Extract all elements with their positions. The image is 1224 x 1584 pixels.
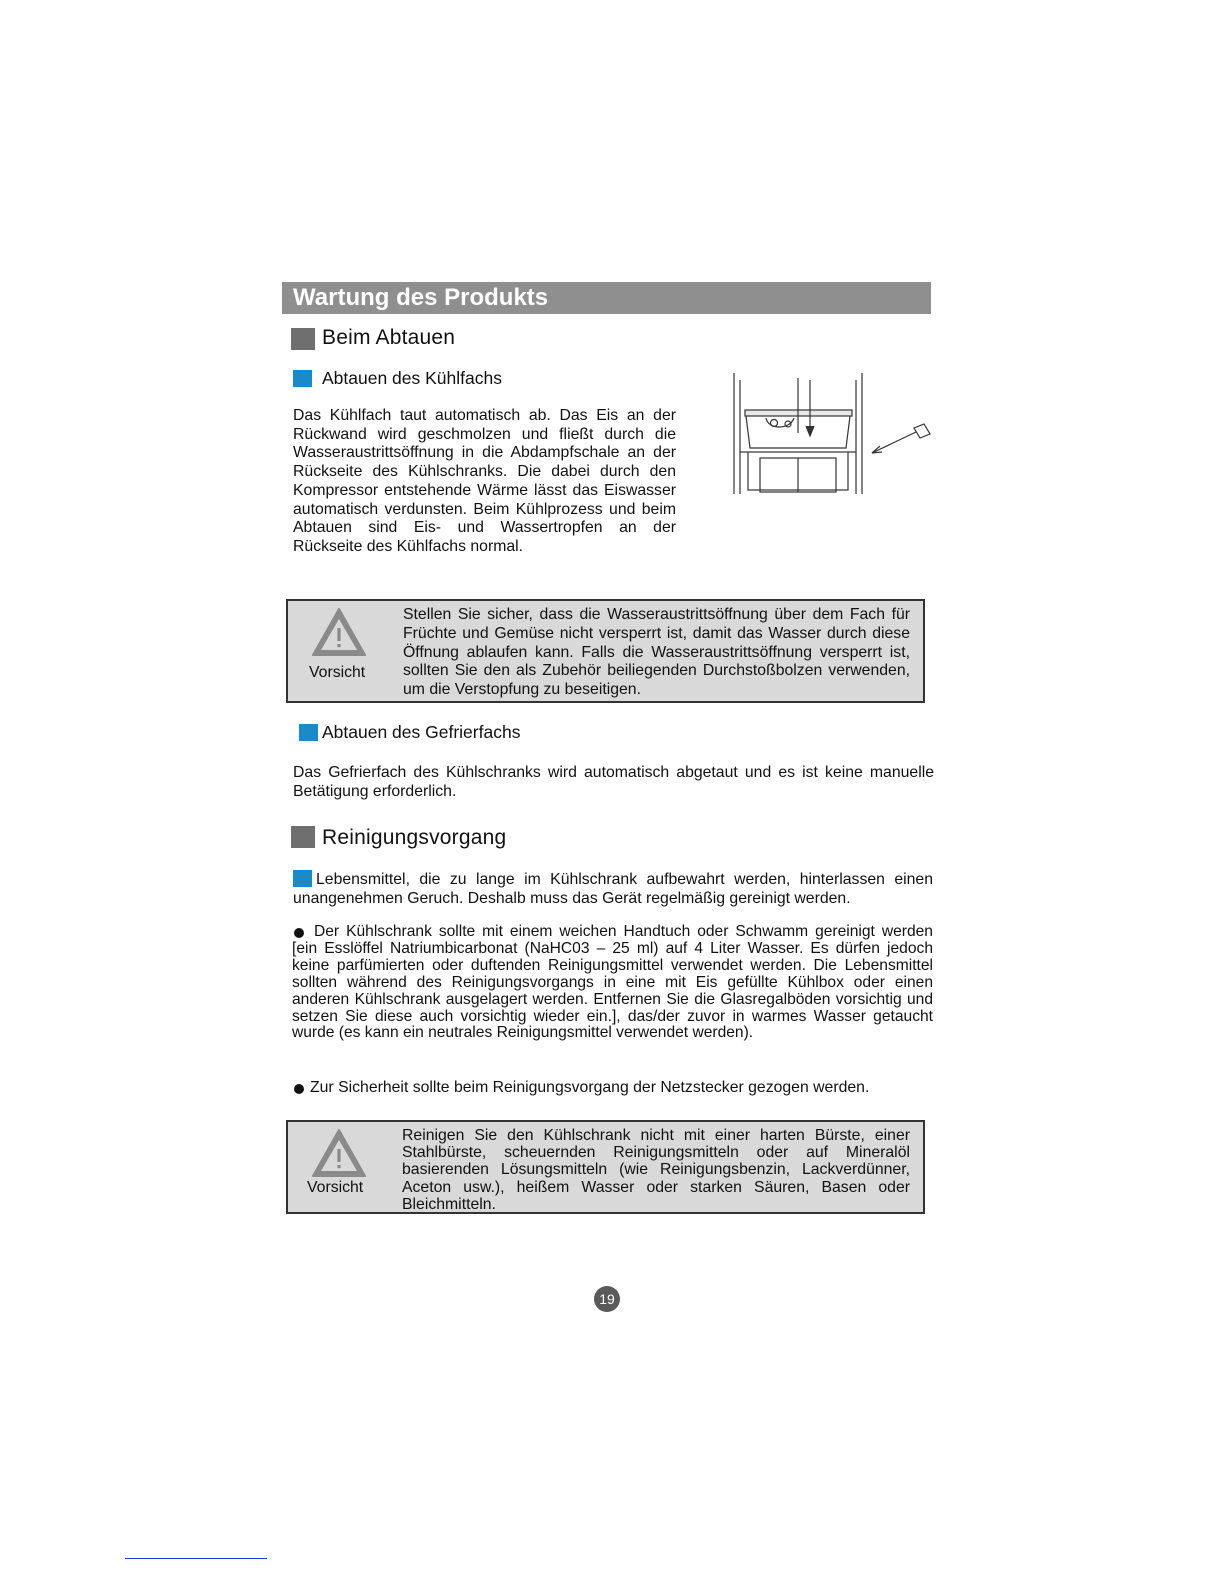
warning-triangle-icon <box>310 606 368 658</box>
page-number: 19 <box>594 1286 620 1312</box>
subsection-title-freezer: Abtauen des Gefrierfachs <box>322 722 521 742</box>
caution-text-drain: Stellen Sie sicher, dass die Wasseraustrittsöffnung über dem Fach für Früchte und Gemüse nicht versperrt ist, damit das Wasser durch diese Öffnung ablaufen kann. Falls die Wasseraustrittsöffnung versperrt ist, sollten Sie den als Zubehör beiliegenden Durchstoßbolzen verwenden, um die Verstopfung zu beseitigen. <box>403 606 910 699</box>
warning-triangle-icon <box>310 1127 368 1179</box>
caution-text-cleaning: Reinigen Sie den Kühlschrank nicht mit einer harten Bürste, einer Stahlbürste, scheuernden Reinigungsmitteln oder auf Mineralöl basierenden Lösungsmitteln (wie Reinigungsbenzin, Lackverdünner, Aceton usw.), heißem Wasser oder starken Säuren, Basen oder Bleichmitteln. <box>402 1127 910 1213</box>
subsection-square-icon <box>293 370 312 387</box>
caution-box-cleaning <box>286 1120 925 1214</box>
caution-label: Vorsicht <box>307 1179 364 1196</box>
cleaning-bullet-1: Der Kühlschrank sollte mit einem weichen Handtuch oder Schwamm gereinigt werden [ein Esslöffel Natriumbicarbonat (NaHC03 – 25 ml) auf 4 Liter Wasser. Es dürfen jedoch keine parfümierten oder duftenden Reinigungsmittel verwendet werden. Die Lebensmittel sollten während des Reinigungsvorgangs in eine mit Eis gefüllte Kühlbox oder einen anderen Kühlschrank ausgelagert werden. Entfernen Sie die Glasregalböden vorsichtig und setzen Sie diese auch vorsichtig wieder ein.], das/der zuvor in warmes Wasser getaucht wurde (es kann ein neutrales Reinigungsmittel verwendet werden). <box>292 923 933 1042</box>
section-title-defrost: Beim Abtauen <box>322 326 456 349</box>
page-title: Wartung des Produkts <box>282 282 931 314</box>
bullet-icon <box>294 1084 304 1094</box>
cleaning-intro-text: Lebensmittel, die zu lange im Kühlschrank aufbewahrt werden, hinterlassen einen unangenehmen Geruch. Deshalb muss das Gerät regelmäßig gereinigt werden. <box>293 871 933 907</box>
drain-illustration <box>728 368 938 500</box>
subsection-title-fridge: Abtauen des Kühlfachs <box>322 368 502 388</box>
section-title-cleaning: Reinigungsvorgang <box>322 826 507 849</box>
fridge-defrost-text: Das Kühlfach taut automatisch ab. Das Eis an der Rückwand wird geschmolzen und fließt durch die Wasseraustrittsöffnung in die Abdampfschale an der Rückseite des Kühlschranks. Die dabei durch den Kompressor entstehende Wärme lässt das Eiswasser automatisch verdunsten. Beim Kühlprozess und beim Abtauen sind Eis- und Wassertropfen an der Rückseite des Kühlfachs normal. <box>293 407 676 555</box>
section-square-icon <box>291 826 315 848</box>
caution-label: Vorsicht <box>309 664 366 681</box>
caution-box-drain <box>286 599 925 703</box>
section-square-icon <box>291 328 315 350</box>
cleaning-bullet-2: Zur Sicherheit sollte beim Reinigungsvorgang der Netzstecker gezogen werden. <box>310 1079 870 1096</box>
freezer-defrost-text: Das Gefrierfach des Kühlschranks wird automatisch abgetaut und es ist keine manuelle Betätigung erforderlich. <box>293 764 934 800</box>
footer-line <box>125 1558 267 1559</box>
subsection-square-icon <box>299 724 318 741</box>
